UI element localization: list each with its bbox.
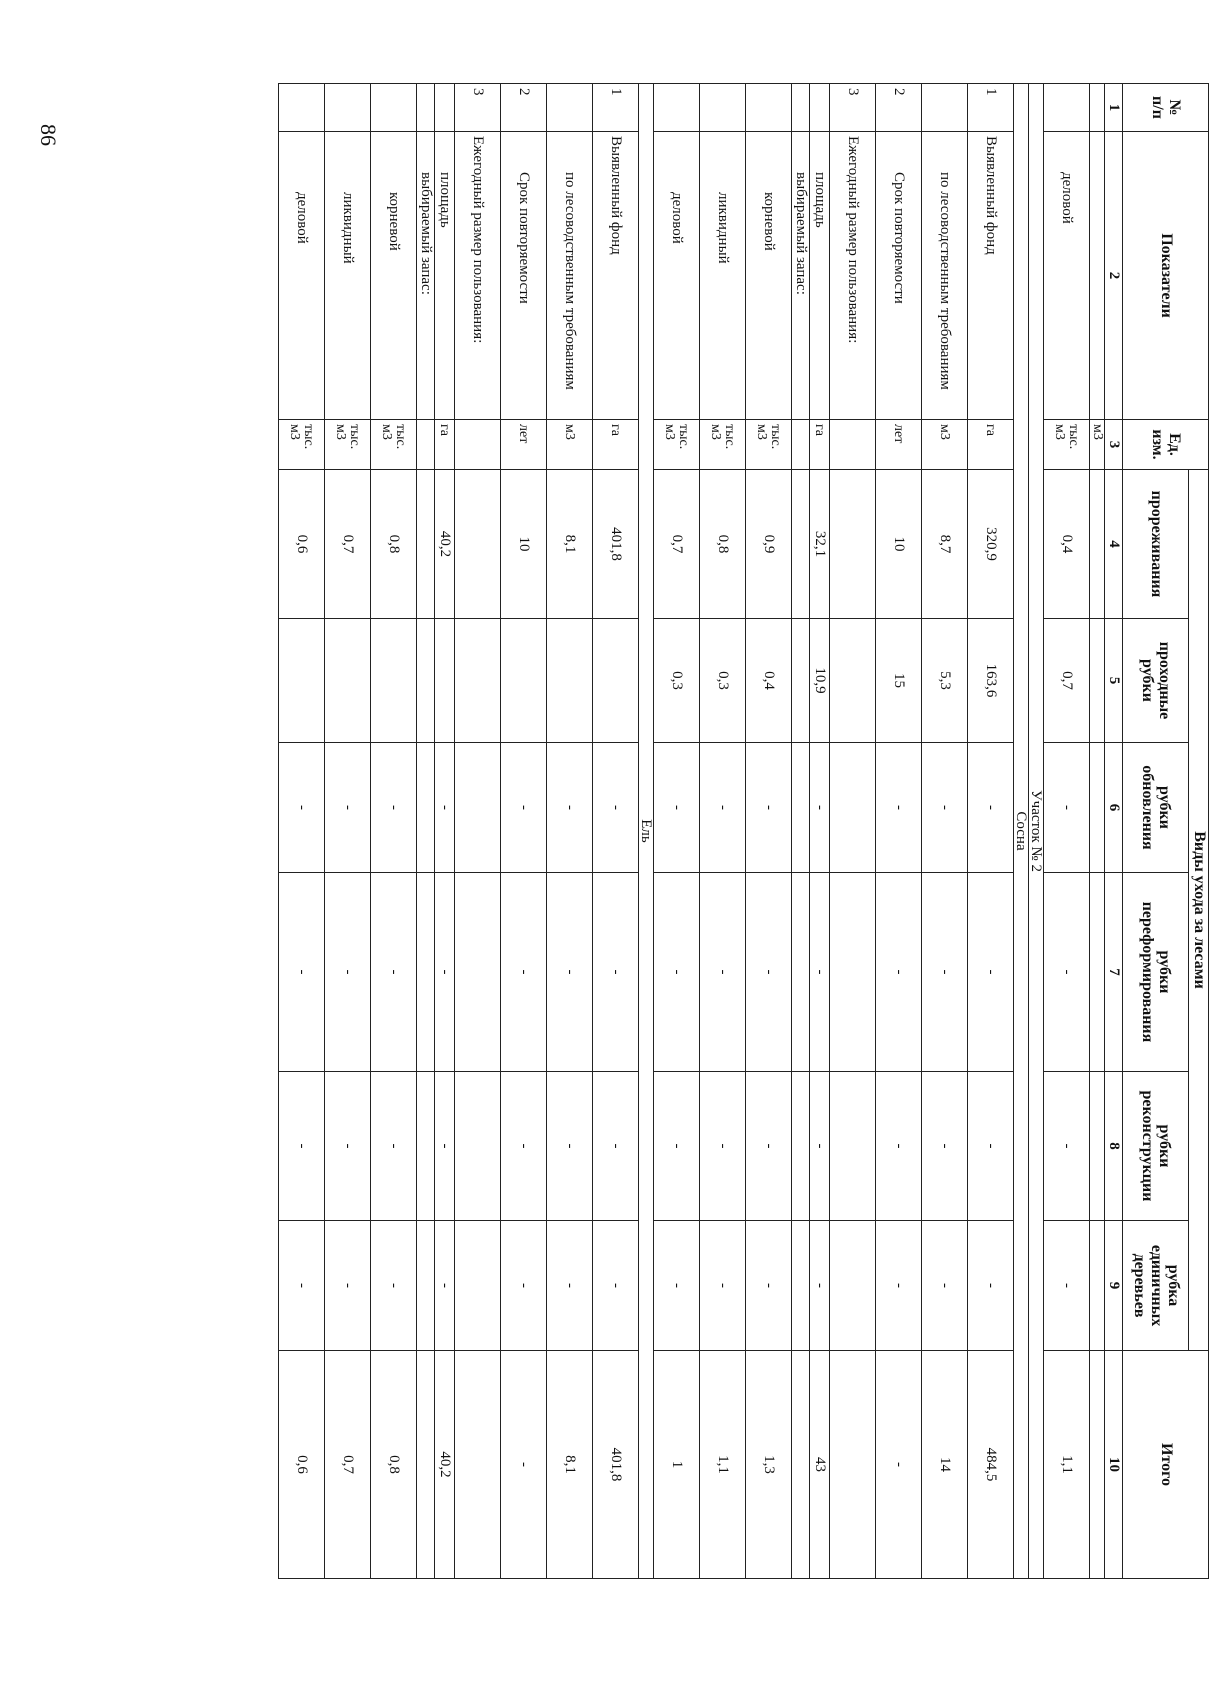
row-num — [417, 84, 435, 132]
row-value: 1,3 — [746, 1351, 792, 1579]
row-value — [593, 619, 639, 743]
row-value — [792, 1351, 810, 1579]
row-value: - — [810, 873, 830, 1072]
row-value — [455, 743, 501, 873]
row-value — [830, 619, 876, 743]
row-value: - — [435, 1221, 455, 1351]
section-row — [639, 84, 654, 1579]
table-row — [371, 84, 417, 1579]
row-num — [435, 84, 455, 132]
row-num: 2 — [876, 84, 922, 132]
section-title: Участок № 2 — [1029, 84, 1044, 1579]
table-row — [700, 84, 746, 1579]
row-value: 1 — [654, 1351, 700, 1579]
row-value: - — [746, 873, 792, 1072]
row-indicator: деловой — [654, 132, 700, 420]
row-value: 43 — [810, 1351, 830, 1579]
table-row — [876, 84, 922, 1579]
row-value: - — [501, 1351, 547, 1579]
row-value — [435, 619, 455, 743]
row-value: - — [501, 1072, 547, 1221]
page-number: 86 — [36, 124, 61, 146]
row-value — [1090, 1351, 1105, 1579]
row-value: - — [746, 1072, 792, 1221]
row-indicator: по лесоводственным требованиям — [922, 132, 968, 420]
row-indicator: корневой — [746, 132, 792, 420]
table-row — [593, 84, 639, 1579]
table-row — [279, 84, 325, 1579]
row-value — [792, 619, 810, 743]
row-value: - — [922, 1072, 968, 1221]
row-num — [922, 84, 968, 132]
header-col-4: прореживания — [1123, 470, 1189, 619]
header-col-7: рубки переформирования — [1123, 873, 1189, 1072]
header-index-5: 5 — [1105, 619, 1123, 743]
row-unit — [792, 420, 810, 470]
row-value: 0,3 — [700, 619, 746, 743]
forest-care-table — [278, 83, 1209, 1579]
row-value — [792, 470, 810, 619]
row-value — [417, 470, 435, 619]
row-value: - — [547, 1221, 593, 1351]
header-index-2: 2 — [1105, 132, 1123, 420]
row-indicator: по лесоводственным требованиям — [547, 132, 593, 420]
row-value — [1090, 1072, 1105, 1221]
table-row — [922, 84, 968, 1579]
row-value: 0,8 — [371, 1351, 417, 1579]
row-value: - — [371, 1221, 417, 1351]
row-value — [455, 470, 501, 619]
header-index-1: 1 — [1105, 84, 1123, 132]
row-value: - — [654, 1072, 700, 1221]
row-unit: га — [968, 420, 1014, 470]
row-value: 5,3 — [922, 619, 968, 743]
header-col-9: рубка единичных деревьев — [1123, 1221, 1189, 1351]
row-value: - — [876, 1351, 922, 1579]
row-value: - — [501, 743, 547, 873]
row-value: 163,6 — [968, 619, 1014, 743]
row-value — [1090, 743, 1105, 873]
row-indicator: корневой — [371, 132, 417, 420]
row-value: 40,2 — [435, 470, 455, 619]
row-value — [417, 1221, 435, 1351]
row-num — [792, 84, 810, 132]
row-value — [830, 873, 876, 1072]
row-value: - — [968, 873, 1014, 1072]
row-num: 3 — [830, 84, 876, 132]
row-num: 1 — [593, 84, 639, 132]
row-value: - — [593, 1072, 639, 1221]
table-row — [435, 84, 455, 1579]
row-indicator: ликвидный — [325, 132, 371, 420]
row-value — [792, 1221, 810, 1351]
row-indicator: выбираемый запас: — [792, 132, 810, 420]
row-value: - — [593, 743, 639, 873]
row-value — [1090, 873, 1105, 1072]
row-value: - — [279, 873, 325, 1072]
row-value — [1090, 470, 1105, 619]
row-value — [547, 619, 593, 743]
row-num — [700, 84, 746, 132]
row-value: - — [435, 743, 455, 873]
row-value: 1,1 — [1044, 1351, 1090, 1579]
row-indicator: деловой — [279, 132, 325, 420]
row-value — [371, 619, 417, 743]
row-value: - — [547, 873, 593, 1072]
header-group: Виды ухода за лесами — [1189, 470, 1209, 1351]
table-row — [325, 84, 371, 1579]
row-value: - — [876, 743, 922, 873]
row-unit: лет — [876, 420, 922, 470]
row-indicator: площадь — [810, 132, 830, 420]
row-value: - — [654, 1221, 700, 1351]
table-row — [455, 84, 501, 1579]
row-indicator: площадь — [435, 132, 455, 420]
row-value: 10,9 — [810, 619, 830, 743]
row-value: 0,8 — [700, 470, 746, 619]
row-value — [830, 470, 876, 619]
table-row — [968, 84, 1014, 1579]
row-value: 32,1 — [810, 470, 830, 619]
row-value: - — [1044, 873, 1090, 1072]
row-value — [279, 619, 325, 743]
row-value: 401,8 — [593, 470, 639, 619]
row-num: 2 — [501, 84, 547, 132]
row-num — [654, 84, 700, 132]
row-value — [501, 619, 547, 743]
row-value: - — [810, 743, 830, 873]
row-value: - — [922, 743, 968, 873]
table-header — [1105, 84, 1209, 1579]
row-unit — [830, 420, 876, 470]
row-value: 320,9 — [968, 470, 1014, 619]
row-value: 0,9 — [746, 470, 792, 619]
table-row — [830, 84, 876, 1579]
row-value: 10 — [501, 470, 547, 619]
table-row — [792, 84, 810, 1579]
header-index-6: 6 — [1105, 743, 1123, 873]
header-index-4: 4 — [1105, 470, 1123, 619]
row-value: 0,7 — [325, 470, 371, 619]
row-value: 8,1 — [547, 1351, 593, 1579]
row-value: 1,1 — [700, 1351, 746, 1579]
row-value: 0,7 — [654, 470, 700, 619]
row-indicator: Ежегодный размер пользования: — [455, 132, 501, 420]
row-value: - — [1044, 1221, 1090, 1351]
row-unit: тыс. м3 — [654, 420, 700, 470]
row-value — [1090, 1221, 1105, 1351]
row-value — [830, 1351, 876, 1579]
row-value: - — [746, 743, 792, 873]
row-indicator: Ежегодный размер пользования: — [830, 132, 876, 420]
rotated-page — [172, 83, 1209, 1578]
row-value: - — [371, 873, 417, 1072]
row-value: - — [371, 1072, 417, 1221]
table-row — [810, 84, 830, 1579]
header-total: Итого — [1123, 1351, 1209, 1579]
row-value — [792, 873, 810, 1072]
row-value — [417, 743, 435, 873]
row-value — [455, 1351, 501, 1579]
row-value: - — [876, 873, 922, 1072]
row-value: 8,1 — [547, 470, 593, 619]
header-index-10: 10 — [1105, 1351, 1123, 1579]
header-col-5: проходные рубки — [1123, 619, 1189, 743]
row-unit: лет — [501, 420, 547, 470]
row-unit: тыс. м3 — [1044, 420, 1090, 470]
row-value: 0,4 — [1044, 470, 1090, 619]
row-value: 401,8 — [593, 1351, 639, 1579]
row-value — [792, 743, 810, 873]
header-index-8: 8 — [1105, 1072, 1123, 1221]
row-num — [1090, 84, 1105, 132]
row-num — [746, 84, 792, 132]
row-unit: тыс. м3 — [746, 420, 792, 470]
header-index-9: 9 — [1105, 1221, 1123, 1351]
row-value: 15 — [876, 619, 922, 743]
row-indicator: Срок повторяемости — [501, 132, 547, 420]
row-indicator: Выявленный фонд — [593, 132, 639, 420]
row-unit — [417, 420, 435, 470]
row-value: - — [700, 873, 746, 1072]
row-value: - — [968, 1221, 1014, 1351]
header-unit: Ед. изм. — [1123, 420, 1209, 470]
row-value — [830, 1221, 876, 1351]
row-value: 484,5 — [968, 1351, 1014, 1579]
row-num: 3 — [455, 84, 501, 132]
row-value: - — [325, 1221, 371, 1351]
row-num — [325, 84, 371, 132]
row-unit — [455, 420, 501, 470]
row-value: - — [435, 1072, 455, 1221]
row-value — [325, 619, 371, 743]
header-index-3: 3 — [1105, 420, 1123, 470]
row-indicator: Срок повторяемости — [876, 132, 922, 420]
row-value: 0,6 — [279, 1351, 325, 1579]
row-unit: м3 — [1090, 420, 1105, 470]
row-value: - — [325, 873, 371, 1072]
table-row — [1044, 84, 1090, 1579]
row-indicator — [1090, 132, 1105, 420]
row-value: - — [279, 743, 325, 873]
row-unit: га — [435, 420, 455, 470]
row-value — [1090, 619, 1105, 743]
row-value: - — [1044, 743, 1090, 873]
table-row — [1090, 84, 1105, 1579]
row-value: - — [810, 1221, 830, 1351]
species-title: Сосна — [1014, 84, 1029, 1579]
row-value: - — [325, 743, 371, 873]
row-value: - — [1044, 1072, 1090, 1221]
row-value — [455, 1072, 501, 1221]
row-unit: м3 — [922, 420, 968, 470]
row-num — [547, 84, 593, 132]
table-row — [417, 84, 435, 1579]
row-value: - — [654, 873, 700, 1072]
row-value: - — [810, 1072, 830, 1221]
table-row — [501, 84, 547, 1579]
row-value: - — [279, 1221, 325, 1351]
row-value: 14 — [922, 1351, 968, 1579]
header-index-7: 7 — [1105, 873, 1123, 1072]
header-num: № п/п — [1123, 84, 1209, 132]
row-unit: га — [810, 420, 830, 470]
row-unit: тыс. м3 — [700, 420, 746, 470]
row-value: 8,7 — [922, 470, 968, 619]
row-unit: га — [593, 420, 639, 470]
row-value — [455, 873, 501, 1072]
row-value: 0,7 — [1044, 619, 1090, 743]
row-value: - — [922, 873, 968, 1072]
row-indicator: выбираемый запас: — [417, 132, 435, 420]
row-num — [371, 84, 417, 132]
row-indicator: ликвидный — [700, 132, 746, 420]
row-num — [810, 84, 830, 132]
row-num: 1 — [968, 84, 1014, 132]
section-row — [1029, 84, 1044, 1579]
row-unit: тыс. м3 — [325, 420, 371, 470]
row-value: 0,4 — [746, 619, 792, 743]
header-col-6: рубки обновления — [1123, 743, 1189, 873]
row-value — [417, 1351, 435, 1579]
row-value: - — [501, 1221, 547, 1351]
row-value: - — [746, 1221, 792, 1351]
row-value: 40,2 — [435, 1351, 455, 1579]
row-value: - — [876, 1072, 922, 1221]
row-value: 0,3 — [654, 619, 700, 743]
row-indicator: Выявленный фонд — [968, 132, 1014, 420]
section-row — [1014, 84, 1029, 1579]
row-unit: тыс. м3 — [371, 420, 417, 470]
row-value: - — [654, 743, 700, 873]
row-value: 0,8 — [371, 470, 417, 619]
row-num — [1044, 84, 1090, 132]
table-row — [547, 84, 593, 1579]
row-value: - — [968, 743, 1014, 873]
row-value: - — [593, 1221, 639, 1351]
row-indicator: деловой — [1044, 132, 1090, 420]
row-value: - — [371, 743, 417, 873]
row-value: - — [593, 873, 639, 1072]
table-row — [746, 84, 792, 1579]
row-value — [417, 1072, 435, 1221]
row-value: 10 — [876, 470, 922, 619]
table-body — [279, 84, 1105, 1579]
row-value: - — [922, 1221, 968, 1351]
row-value: - — [700, 743, 746, 873]
row-value: - — [435, 873, 455, 1072]
row-value — [455, 1221, 501, 1351]
row-value — [830, 743, 876, 873]
row-unit: тыс. м3 — [279, 420, 325, 470]
row-unit: м3 — [547, 420, 593, 470]
species-title: Ель — [639, 84, 654, 1579]
row-value — [455, 619, 501, 743]
row-value — [792, 1072, 810, 1221]
row-value: - — [547, 1072, 593, 1221]
row-value — [830, 1072, 876, 1221]
row-value — [417, 873, 435, 1072]
header-indicator: Показатели — [1123, 132, 1209, 420]
row-value: - — [700, 1072, 746, 1221]
header-col-8: рубки реконструкции — [1123, 1072, 1189, 1221]
row-value: 0,7 — [325, 1351, 371, 1579]
row-value: - — [325, 1072, 371, 1221]
row-value: - — [968, 1072, 1014, 1221]
row-value: - — [876, 1221, 922, 1351]
row-value: - — [501, 873, 547, 1072]
row-value — [417, 619, 435, 743]
table-row — [654, 84, 700, 1579]
row-num — [279, 84, 325, 132]
row-value: - — [547, 743, 593, 873]
row-value: - — [700, 1221, 746, 1351]
row-value: - — [279, 1072, 325, 1221]
row-value: 0,6 — [279, 470, 325, 619]
